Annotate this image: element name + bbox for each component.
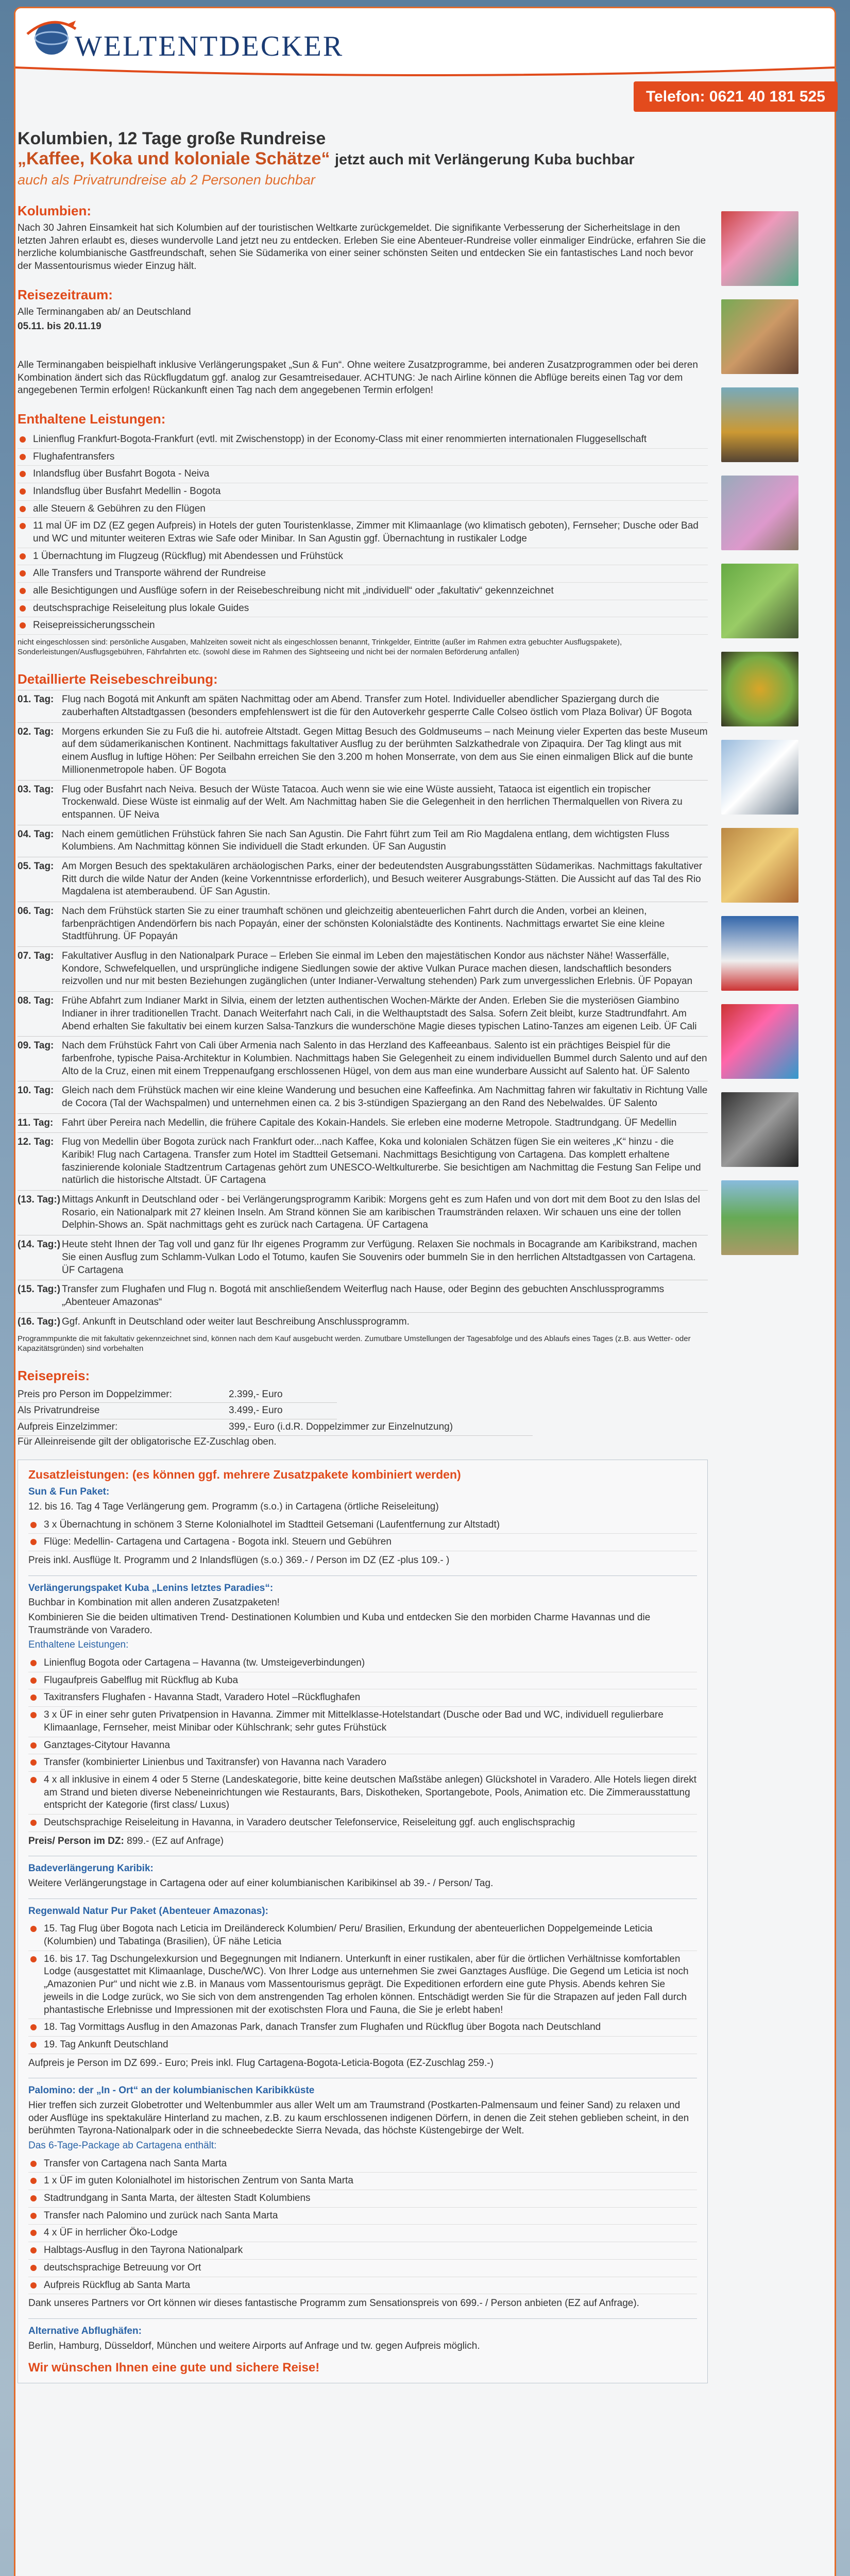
- itinerary-day: 10. Tag: Gleich nach dem Frühstück machen wir eine kleine Wanderung und besuchen eine Kaffeefinka. Am Nachmittag fahren wir fakultativ in Richtung Valle de Cocora (Tal der Wachspalmen) und unternehmen einen ca. 2 bis 3-stündigen Spaziergang an den Rand des Nebelwaldes. ÜF Salento: [18, 1081, 708, 1113]
- list-item: Inlandsflug über Busfahrt Bogota - Neiva: [18, 466, 708, 483]
- package-price: Preis inkl. Ausflüge lt. Programm und 2 Inlandsflügen (s.o.) 369.- / Person im DZ (EZ -plus 109.- ): [28, 1554, 450, 1566]
- karibik-section: [28, 1856, 697, 1890]
- list-item: deutschsprachige Betreuung vor Ort: [28, 2260, 697, 2277]
- intro-text: Nach 30 Jahren Einsamkeit hat sich Kolumbien auf der touristischen Weltkarte zurückgemeldet. Die signifikante Verbesserung der Sicherheitslage in den letzten Jahren erlaubt es, dieses wundervolle Land jetzt neu zu entdecken. Erleben Sie eine Abenteuer-Rundreise voller einmaliger Eindrücke, erfahren Sie die herzliche kolumbianische Gastfreundschaft, sehen Sie Südamerika von einer seiner schönsten Seiten und entdecken Sie ein fantastisches Land noch bevor der Massentourismus wieder Einzug hält.: [18, 223, 706, 272]
- list-item: Flugaufpreis Gabelflug mit Rückflug ab Kuba: [28, 1672, 697, 1690]
- package-text: Weitere Verlängerungstage in Cartagena oder auf einer kolumbianischen Karibikinsel ab 39.- / Person/ Tag.: [28, 1878, 494, 1889]
- header-wave: [15, 62, 835, 83]
- list-item: 3 x ÜF in einer sehr guten Privatpension in Havanna. Zimmer mit Mittelklasse-Hotelstandart (Dusche oder Bad und WC, individuell regulierbare Klimaanlage, Fernseher, meist Minibar oder Kühlschrank; sehr gutes Frühstück: [28, 1707, 697, 1737]
- package-price: Dank unseres Partners vor Ort können wir dieses fantastische Programm zum Sensationspreis von 699.- / Person anbieten (EZ auf Anfrage).: [28, 2298, 639, 2309]
- package-price: Aufpreis je Person im DZ 699.- Euro; Preis inkl. Flug Cartagena-Bogota-Leticia-Bogota (EZ-Zuschlag 259.-): [28, 2057, 494, 2069]
- list-item: 1 x ÜF im guten Kolonialhotel im historischen Zentrum von Santa Marta: [28, 2173, 697, 2190]
- logo-text[interactable]: WELTENTDECKER: [75, 30, 344, 62]
- main-content: [18, 129, 708, 2383]
- list-item: Stadtrundgang in Santa Marta, der ältesten Stadt Kolumbiens: [28, 2190, 697, 2208]
- list-item: Transfer nach Palomino und zurück nach Santa Marta: [28, 2208, 697, 2225]
- itinerary-list: [18, 690, 708, 1331]
- airports-section: [28, 2318, 697, 2352]
- palomino-section: [28, 2078, 697, 2310]
- package-list: [28, 1517, 697, 1551]
- list-item: Reisepreissicherungsschein: [18, 617, 708, 635]
- photo-thumbnail[interactable]: [721, 387, 798, 462]
- package-text: Kombinieren Sie die beiden ultimativen Trend- Destinationen Kolumbien und Kuba und entdecken Sie den morbiden Charme Havannas und die Traumstrände von Varadero.: [28, 1612, 651, 1636]
- package-list: [28, 1655, 697, 1832]
- section-heading-services: Enthaltene Leistungen:: [18, 411, 166, 427]
- itinerary-note: Programmpunkte die mit fakultativ gekennzeichnet sind, können nach dem Kauf ausgebucht werden. Zumutbare Umstellungen der Tagesabfolge und des Ablaufs eines Tages (z.B. aus Wetter- oder Kapazitätsgründen) sind vorbehalten: [18, 1334, 691, 1353]
- price-note: Für Alleinreisende gilt der obligatorische EZ-Zuschlag oben.: [18, 1436, 277, 1447]
- package-intro: 12. bis 16. Tag 4 Tage Verlängerung gem. Programm (s.o.) in Cartagena (örtliche Reiseleitung): [28, 1501, 439, 1512]
- itinerary-day: 09. Tag: Nach dem Frühstück Fahrt von Cali über Armenia nach Salento in das Herzland des Kaffeeanbaus. Salento ist ein prächtiges Beispiel für die farbenfrohe, typische Paisa-Architektur in Kolumbien. Nachmittags haben Sie Gelegenheit zu einem individuellen Bummel durch Salento und auf den Alto de la Cruz, einen mit einem Treppenaufgang erschlossenen Hügel, von dem aus man eine wunderbare Aussicht auf Salento hat. ÜF Salento: [18, 1036, 708, 1081]
- closing-wish: Wir wünschen Ihnen eine gute und sichere Reise!: [28, 2361, 320, 2375]
- amazon-section: [28, 1899, 697, 2070]
- photo-thumbnail[interactable]: [721, 740, 798, 815]
- list-item: Alle Transfers und Transporte während der Rundreise: [18, 565, 708, 583]
- photo-thumbnail[interactable]: [721, 652, 798, 726]
- list-item: Linienflug Frankfurt-Bogota-Frankfurt (evtl. mit Zwischenstopp) in der Economy-Class mit einer renommierten internationalen Fluggesellschaft: [18, 431, 708, 449]
- package-title: Sun & Fun Paket:: [28, 1486, 110, 1498]
- package-text: Buchbar in Kombination mit allen anderen Zusatzpaketen!: [28, 1597, 280, 1608]
- package-title: Alternative Abflughäfen:: [28, 2325, 142, 2336]
- price-row: Als Privatrundreise 3.499,- Euro: [18, 1403, 337, 1419]
- list-item: 4 x all inklusive in einem 4 oder 5 Sterne (Landeskategorie, bitte keine deutschen Maßstäbe anlegen) Glückshotel in Varadero. Alle Hotels liegen direkt am Strand und bieten diverse Nebeneinrichtungen wie Restaurants, Bars, Diskotheken, Sportangebote, Pools, Animation etc. Die Zimmerausstattung entspricht der Kategorie (first class/ Luxus): [28, 1772, 697, 1815]
- phone-button[interactable]: Telefon: 0621 40 181 525: [634, 81, 838, 112]
- list-item: Flüge: Medellin- Cartagena und Cartagena - Bogota inkl. Steuern und Gebühren: [28, 1534, 697, 1551]
- section-heading-price: Reisepreis:: [18, 1367, 90, 1383]
- list-item: Aufpreis Rückflug ab Santa Marta: [28, 2277, 697, 2295]
- package-title: Verlängerungspaket Kuba „Lenins letztes Paradies“:: [28, 1582, 274, 1594]
- itinerary-day: 03. Tag: Flug oder Busfahrt nach Neiva. Besuch der Wüste Tatacoa. Auch wenn sie wie eine Wüste aussieht, Tataoca ist eigentlich ein tropischer Trockenwald. Diese Wüste ist einmalig auf der Welt. Am Nachmittag haben Sie die Gelegenheit in den herrlichen Thermalquellen von Rivera zu entspannen. ÜF Neiva: [18, 780, 708, 825]
- itinerary-day: 12. Tag: Flug von Medellin über Bogota zurück nach Frankfurt oder...nach Kaffee, Koka und kolonialen Schätzen fügen Sie ein weiteres „K“ hinzu - die Karibik! Flug nach Cartagena. Transfer zum Hotel im Stadtteil Getsemani. Nachmittags Besichtigung von Cartagena. Das komplett erhaltene faszinierende koloniale Stadtzentrum Cartagenas gehört zum UNESCO-Weltkulturerbe. Sie besichtigen am Nachmittag die Festung San Felipe und natürlich die historische Altstadt. ÜF Cartagena: [18, 1132, 708, 1190]
- services-list: [18, 431, 708, 635]
- list-item: Transfer (kombinierter Linienbus und Taxitransfer) von Havanna nach Varadero: [28, 1754, 697, 1772]
- package-list: [28, 2156, 697, 2295]
- itinerary-day: 01. Tag: Flug nach Bogotá mit Ankunft am späten Nachmittag oder am Abend. Transfer zum Hotel. Individueller abendlicher Spaziergang durch die zauberhaften Altstadtgassen (besonders empfehlenswert ist die für den Autoverkehr gesperrte Calle Colseo östlich vom Plaza Bolivar) ÜF Bogota: [18, 690, 708, 722]
- photo-thumbnail[interactable]: [721, 828, 798, 903]
- itinerary-day: (13. Tag:) Mittags Ankunft in Deutschland oder - bei Verlängerungsprogramm Karibik: Morgens geht es zum Hafen und von dort mit dem Boot zu den Islas del Rosario, ein Nationalpark mit 27 kleinen Inseln. Am Strand können Sie am karibischen Traumstränden relaxen. Wir schauen uns eine der tollen Delphin-Shows an. Spät nachmittags geht es zurück nach Cartagena. ÜF Cartagena: [18, 1190, 708, 1235]
- page-title: Kolumbien, 12 Tage große Rundreise: [18, 129, 326, 148]
- package-price: Preis/ Person im DZ: 899.- (EZ auf Anfrage): [28, 1835, 224, 1846]
- itinerary-day: 02. Tag: Morgens erkunden Sie zu Fuß die hi. autofreie Altstadt. Gegen Mittag Besuch des Goldmuseums – nach Meinung vieler Experten das beste Museum auf dem südamerikanischen Kontinent. Nachmittags fakultativer Ausflug zu der berühmten Salzkathedrale von Zipaquira. Der Tag klingt aus mit einem Ausflug in luftige Höhen: Per Seilbahn erreichen Sie den 3.200 m hohen Monserrate, von dem aus Sie einen einmaligen Blick auf die bunte Millionenmetropole haben. ÜF Bogota: [18, 722, 708, 780]
- package-text: Hier treffen sich zurzeit Globetrotter und Weltenbummler aus aller Welt um am Traumstrand (Postkarten-Palmensaum und feiner Sand) zu relaxen und oder Ausflüge ins spektakuläre Hinterland zu machen, z.B. zu kaum erschlossenen indigenen Dörfern, in denen die Zeit stehen geblieben scheint, in den berühmten Tayrona-Nationalpark oder in die schneebedeckte Sierra Nevada, das höchste Küstengebirge der Welt.: [28, 2099, 689, 2137]
- globe-plane-logo-icon[interactable]: [23, 13, 80, 60]
- extras-panel: [18, 1460, 708, 2383]
- header: [15, 8, 835, 62]
- package-subheading: Das 6-Tage-Package ab Cartagena enthält:: [28, 2140, 217, 2151]
- photo-column: [721, 211, 804, 1268]
- list-item: 4 x ÜF in herrlicher Öko-Lodge: [28, 2225, 697, 2242]
- package-title: Palomino: der „In - Ort“ an der kolumbianischen Karibikküste: [28, 2085, 315, 2096]
- list-item: alle Steuern & Gebühren zu den Flügen: [18, 501, 708, 518]
- list-item: 18. Tag Vormittags Ausflug in den Amazonas Park, danach Transfer zum Flughafen und Rückflug über Bogota nach Deutschland: [28, 2019, 697, 2037]
- list-item: 3 x Übernachtung in schönem 3 Sterne Kolonialhotel im Stadtteil Getsemani (Laufentfernung zur Altstadt): [28, 1517, 697, 1534]
- list-item: Deutschsprachige Reiseleitung in Havanna, in Varadero deutscher Telefonservice, Reiseleitung ggf. auch englischsprachig: [28, 1815, 697, 1832]
- list-item: deutschsprachige Reiseleitung plus lokale Guides: [18, 600, 708, 618]
- list-item: Flughafentransfers: [18, 449, 708, 466]
- price-row: Preis pro Person im Doppelzimmer: 2.399,- Euro: [18, 1387, 337, 1403]
- itinerary-day: (15. Tag:) Transfer zum Flughafen und Flug n. Bogotá mit anschließendem Weiterflug nach Hause, oder Beginn des gebuchten Anschlussprogramms „Abenteuer Amazonas“: [18, 1280, 708, 1312]
- package-text: Berlin, Hamburg, Düsseldorf, München und weitere Airports auf Anfrage und tw. gegen Aufpreis möglich.: [28, 2340, 480, 2351]
- package-list: [28, 1921, 697, 2054]
- period-line: Alle Terminangaben ab/ an Deutschland: [18, 306, 191, 317]
- section-heading-period: Reisezeitraum:: [18, 286, 113, 302]
- itinerary-day: 06. Tag: Nach dem Frühstück starten Sie zu einer traumhaft schönen und gleichzeitig abenteuerlichen Fahrt durch die Anden, vorbei an kleinen, farbenprächtigen Andendörfern bis nach Popayán, einer der schönsten Kolonialstädte des Kontinents. Nachmittags erwartet Sie eine kleine Stadtführung. ÜF Popayán: [18, 902, 708, 946]
- itinerary-day: 11. Tag: Fahrt über Pereira nach Medellin, die frühere Capitale des Kokain-Handels. Sie erleben eine moderne Metropole. Stadtrundgang. ÜF Medellin: [18, 1113, 708, 1133]
- photo-thumbnail[interactable]: [721, 916, 798, 991]
- itinerary-day: (14. Tag:) Heute steht Ihnen der Tag voll und ganz für Ihr eigenes Programm zur Verfügung. Relaxen Sie nochmals in Bocagrande am Karibikstrand, machen Sie einen Ausflug zum Schlamm-Vulkan Lodo el Totumo, kaufen Sie Souvenirs oder bummeln Sie in den herrlichen Altstadtgassen von Cartagena. ÜF Cartagena: [18, 1235, 708, 1280]
- section-heading-intro: Kolumbien:: [18, 203, 91, 219]
- list-item: 11 mal ÜF im DZ (EZ gegen Aufpreis) in Hotels der guten Touristenklasse, Zimmer mit Klimaanlage (wo klimatisch geboten), Fernseher; Dusche oder Bad und WC und mitunter weiteren Extras wie Safe oder Minibar. In San Agustin ggf. Übernachtung in rustikaler Lodge: [18, 518, 708, 548]
- package-subheading: Enthaltene Leistungen:: [28, 1639, 129, 1651]
- photo-thumbnail[interactable]: [721, 211, 798, 286]
- list-item: 15. Tag Flug über Bogota nach Leticia im Dreiländereck Kolumbien/ Peru/ Brasilien, Erkundung der abenteuerlichen Doppelgemeinde Leticia (Kolumbien) und Tabatinga (Brasilien), ÜF nähe Leticia: [28, 1921, 697, 1951]
- travel-dates: 05.11. bis 20.11.19: [18, 321, 101, 332]
- list-item: Linienflug Bogota oder Cartagena – Havanna (tw. Umsteigeverbindungen): [28, 1655, 697, 1672]
- photo-thumbnail[interactable]: [721, 1180, 798, 1255]
- list-item: alle Besichtigungen und Ausflüge sofern in der Reisebeschreibung nicht mit „individuell“ oder „fakultativ“ gekennzeichnet: [18, 583, 708, 600]
- list-item: Halbtags-Ausflug in den Tayrona Nationalpark: [28, 2242, 697, 2260]
- private-tour-note: auch als Privatrundreise ab 2 Personen buchbar: [18, 172, 315, 188]
- list-item: 16. bis 17. Tag Dschungelexkursion und Begegnungen mit Indianern. Unterkunft in einer rustikalen, aber für die örtlichen Verhältnisse komfortablen Lodge (ausgestattet mit Klimaanlage, Dusche/WC). Von Ihrer Lodge aus unternehmen Sie zwei Ganztages Ausflüge. Die Gegend um Leticia ist noch „Amazonien Pur“ und nicht wie z.B. in Manaus vom Massentourismus geprägt. Die Expeditionen erfordern eine gute Physis. Abends kehren Sie jeweils in die Lodge zurück, wo Sie sich von dem anstrengenden Tag erholen können. Entschädigt werden Sie für die Strapazen auf jeden Fall durch phantastische Erlebnisse und Impressionen mit der exotischsten Flora und Fauna, die Sie je erlebt haben!: [28, 1951, 697, 2019]
- photo-thumbnail[interactable]: [721, 299, 798, 374]
- cuba-section: [28, 1575, 697, 1848]
- itinerary-day: (16. Tag:) Ggf. Ankunft in Deutschland oder weiter laut Beschreibung Anschlussprogramm.: [18, 1312, 708, 1332]
- list-item: Transfer von Cartagena nach Santa Marta: [28, 2156, 697, 2173]
- list-item: Inlandsflug über Busfahrt Medellin - Bogota: [18, 483, 708, 501]
- itinerary-day: 07. Tag: Fakultativer Ausflug in den Nationalpark Purace – Erleben Sie einmal im Leben den majestätischen Kondor aus nächster Nähe! Wasserfälle, Kondore, Schwefelquellen, und ursprüngliche indigene Siedlungen sowie der aktive Vulkan Purace machen diesen, landschaftlich besonders reizvollen und nur mit besten Beziehungen zugänglichen (unter Indianer-Verwaltung stehenden) Park zum unvergesslichen Erlebnis. ÜF Popayan: [18, 946, 708, 991]
- photo-thumbnail[interactable]: [721, 1004, 798, 1079]
- section-heading-extras: Zusatzleistungen: (es können ggf. mehrere Zusatzpakete kombiniert werden): [28, 1468, 461, 1482]
- price-row: Aufpreis Einzelzimmer: 399,- Euro (i.d.R. Doppelzimmer zur Einzelnutzung): [18, 1419, 533, 1436]
- section-heading-itinerary: Detaillierte Reisebeschreibung:: [18, 671, 218, 687]
- itinerary-day: 08. Tag: Frühe Abfahrt zum Indianer Markt in Silvia, einem der letzten authentischen Wochen-Märkte der Anden. Erleben Sie die mysteriösen Giambino Indianer in ihrer traditionellen Tracht. Danach Weiterfahrt nach Cali, in die Welthauptstadt des Salsa. Sofern Zeit bleibt, kurze Stadtrundfahrt. Am Abend erhalten Sie fakultativ bei einem kurzen Salsa-Tanzkurs die wunderschöne Magie dieses typischen Latino-Tanzes am eigenen Leib. ÜF Cali: [18, 991, 708, 1036]
- package-title: Badeverlängerung Karibik:: [28, 1863, 154, 1874]
- services-note: nicht eingeschlossen sind: persönliche Ausgaben, Mahlzeiten soweit nicht als eingeschlossen benannt, Trinkgelder, Eintritte (außer im Rahmen extra gebuchter Ausflugspakete), Sonderleistungen/Ausflugsgebühren, Fährfahrten etc. (sowohl diese im Rahmen des Sightseeing und nicht bei der normalen Beförderung anfallen): [18, 638, 622, 656]
- list-item: Ganztages-Citytour Havanna: [28, 1737, 697, 1755]
- itinerary-day: 05. Tag: Am Morgen Besuch des spektakulären archäologischen Parks, einer der bedeutendsten Ausgrabungsstätten Südamerikas. Nachmittags fakultativer Ritt durch die wilde Natur der Anden (keine Vorkenntnisse erforderlich), und Besuch weiterer Ausgrabungs-Stätten. Die Aussicht auf das Tal des Rio Magdalena ist atemberaubend. ÜF San Agustin.: [18, 857, 708, 902]
- photo-thumbnail[interactable]: [721, 564, 798, 638]
- photo-thumbnail[interactable]: [721, 476, 798, 550]
- itinerary-day: 04. Tag: Nach einem gemütlichen Frühstück fahren Sie nach San Agustin. Die Fahrt führt zum Teil am Rio Magdalena entlang, dem wichtigsten Fluss Kolumbiens. Am Nachmittag können Sie individuell die Stadt erkunden. ÜF San Augustin: [18, 825, 708, 857]
- list-item: 19. Tag Ankunft Deutschland: [28, 2037, 697, 2054]
- period-note: Alle Terminangaben beispielhaft inklusive Verlängerungspaket „Sun & Fun“. Ohne weitere Zusatzprogramme, bei anderen Zusatzprogrammen oder bei deren Kombination ändert sich das Rückflugdatum ggf. analog zur Gesamtreisedauer. ACHTUNG: Je nach Airline können die Abflüge bereits einen Tag vor dem angegebenen Termin erfolgen! Rückankunft einen Tag nach dem angegebenen Termin erfolgen!: [18, 360, 698, 396]
- page-subtitle: „Kaffee, Koka und koloniale Schätze“ jetzt auch mit Verlängerung Kuba buchbar: [18, 149, 635, 169]
- list-item: 1 Übernachtung im Flugzeug (Rückflug) mit Abendessen und Frühstück: [18, 548, 708, 566]
- photo-thumbnail[interactable]: [721, 1092, 798, 1167]
- list-item: Taxitransfers Flughafen - Havanna Stadt, Varadero Hotel –Rückflughafen: [28, 1689, 697, 1707]
- package-title: Regenwald Natur Pur Paket (Abenteuer Amazonas):: [28, 1905, 268, 1917]
